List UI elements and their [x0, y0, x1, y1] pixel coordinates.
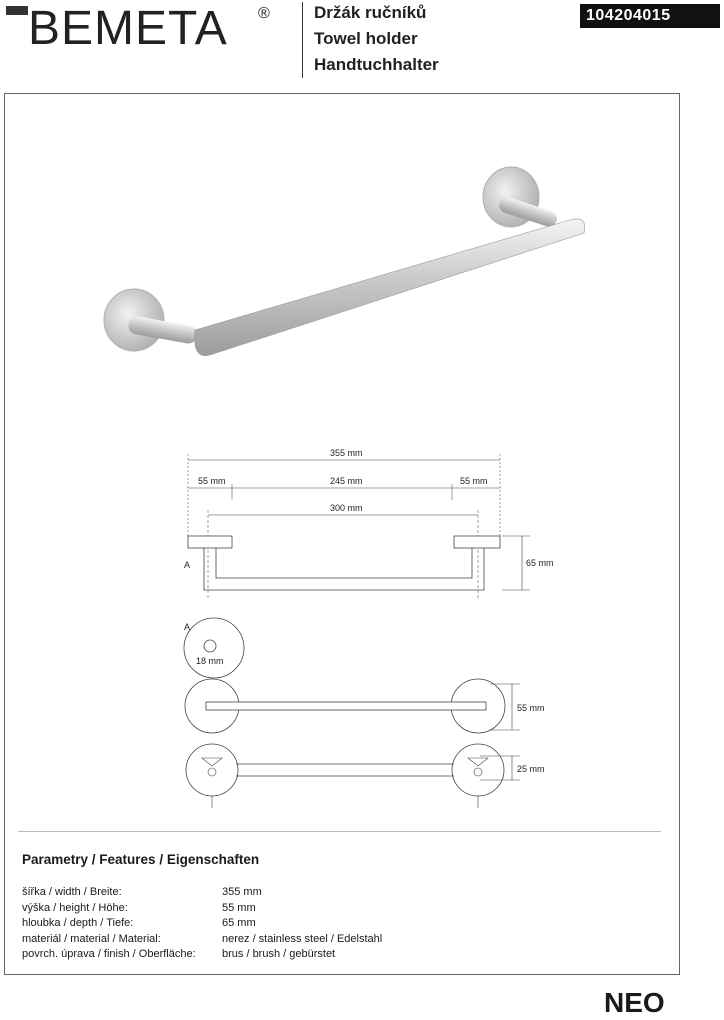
dim-hole: 18 mm	[196, 656, 224, 666]
feature-label: povrch. úprava / finish / Oberfläche:	[22, 948, 196, 960]
header-divider	[302, 2, 303, 78]
title-de: Handtuchhalter	[314, 55, 439, 74]
feature-row	[22, 932, 382, 948]
dim-total: 355 mm	[330, 448, 363, 458]
product-code: 104204015	[580, 4, 720, 28]
feature-label: šířka / width / Breite:	[22, 886, 122, 898]
feature-value: brus / brush / gebürstet	[222, 948, 336, 960]
feature-value: nerez / stainless steel / Edelstahl	[222, 932, 383, 945]
detail-label-2: A	[184, 622, 191, 632]
feature-row	[22, 947, 382, 963]
features-list	[22, 885, 382, 963]
feature-value: 355 mm	[222, 886, 262, 898]
feature-row	[22, 916, 382, 932]
dim-height: 55 mm	[517, 703, 545, 713]
title-cz: Držák ručníků	[314, 3, 427, 22]
brand-logo	[6, 0, 286, 52]
dim-right: 55 mm	[460, 476, 488, 486]
feature-value: 65 mm	[222, 917, 256, 929]
feature-label: hloubka / depth / Tiefe:	[22, 917, 134, 929]
section-divider	[18, 831, 661, 832]
dim-rose: 25 mm	[517, 764, 545, 774]
detail-label: A	[184, 560, 191, 570]
title-en: Towel holder	[314, 29, 418, 48]
feature-label: materiál / material / Material:	[22, 932, 161, 945]
registered-mark: ®	[258, 5, 270, 22]
dim-left: 55 mm	[198, 476, 226, 486]
technical-drawing	[160, 440, 580, 820]
series-name: NEO	[604, 987, 665, 1018]
feature-row	[22, 885, 382, 901]
brand-name: BEMETA	[28, 2, 228, 52]
features-title: Parametry / Features / Eigenschaften	[22, 852, 260, 867]
product-photo	[100, 155, 600, 375]
feature-value: 55 mm	[222, 901, 256, 914]
dim-depth: 65 mm	[526, 558, 554, 568]
feature-label: výška / height / Höhe:	[22, 901, 128, 914]
dim-centers: 300 mm	[330, 503, 363, 513]
feature-row	[22, 901, 382, 917]
dim-middle: 245 mm	[330, 476, 363, 486]
product-titles	[314, 0, 439, 78]
